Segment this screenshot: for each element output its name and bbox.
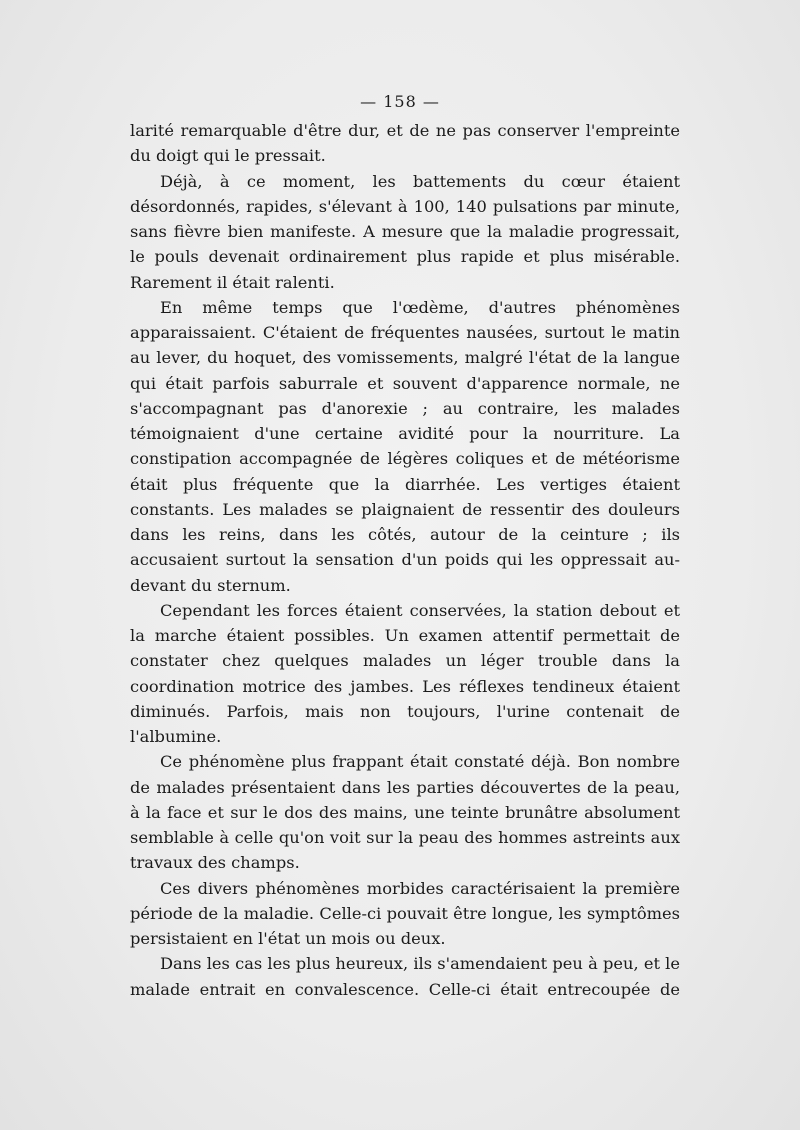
paragraph-3: En même temps que l'œdème, d'autres phénomènes apparaissaient. C'étaient de fréquentes nausées, surtout le matin au lever, du hoquet, des vomissements, malgré l'état de la langue qui était parfois saburrale et souvent d'apparence normale, ne s'accompagnant pas d'anorexie ; au contraire, les malades témoignaient d'une certaine avidité pour la nourriture. La constipation accompagnée de légères coliques et de météorisme était plus fréquente que la diarrhée. Les vertiges étaient constants. Les malades se plaignaient de ressentir des douleurs dans les reins, dans les côtés, autour de la ceinture ; ils accusaient surtout la sensation d'un poids qui les oppressait au-devant du sternum. — [130, 297, 680, 595]
paragraph-2: Déjà, à ce moment, les battements du cœur étaient désordonnés, rapides, s'élevant à 100, 140 pulsations par minute, sans fièvre bien manifeste. A mesure que la maladie progressait, le pouls devenait ordinairement plus rapide et plus misérable. Rarement il était ralenti. — [130, 171, 680, 292]
paragraph-5: Ce phénomène plus frappant était constaté déjà. Bon nombre de malades présentaient dans les parties découvertes de la peau, à la face et sur le dos des mains, une teinte brunâtre absolument semblable à celle qu'on voit sur la peau des hommes astreints aux travaux des champs. — [130, 752, 680, 873]
paragraph-7: Dans les cas les plus heureux, ils s'amendaient peu à peu, et le malade entrait en convalescence. Celle-ci était entrecoupée de — [130, 954, 680, 999]
paragraph-4: Cependant les forces étaient conservées, la station debout et la marche étaient possibles. Un examen attentif permettait de constater chez quelques malades un léger trouble dans la coordination motrice des jambes. Les réflexes tendineux étaient diminués. Parfois, mais non toujours, l'urine contenait de l'albumine. — [130, 600, 680, 746]
paragraph-1: larité remarquable d'être dur, et de ne pas conserver l'empreinte du doigt qui le pressait. — [130, 121, 680, 166]
body-text — [130, 118, 680, 1002]
paragraph-6: Ces divers phénomènes morbides caractérisaient la première période de la maladie. Celle-ci pouvait être longue, les symptômes persistaient en l'état un mois ou deux. — [130, 878, 680, 948]
page-number: — 158 — — [360, 92, 440, 111]
